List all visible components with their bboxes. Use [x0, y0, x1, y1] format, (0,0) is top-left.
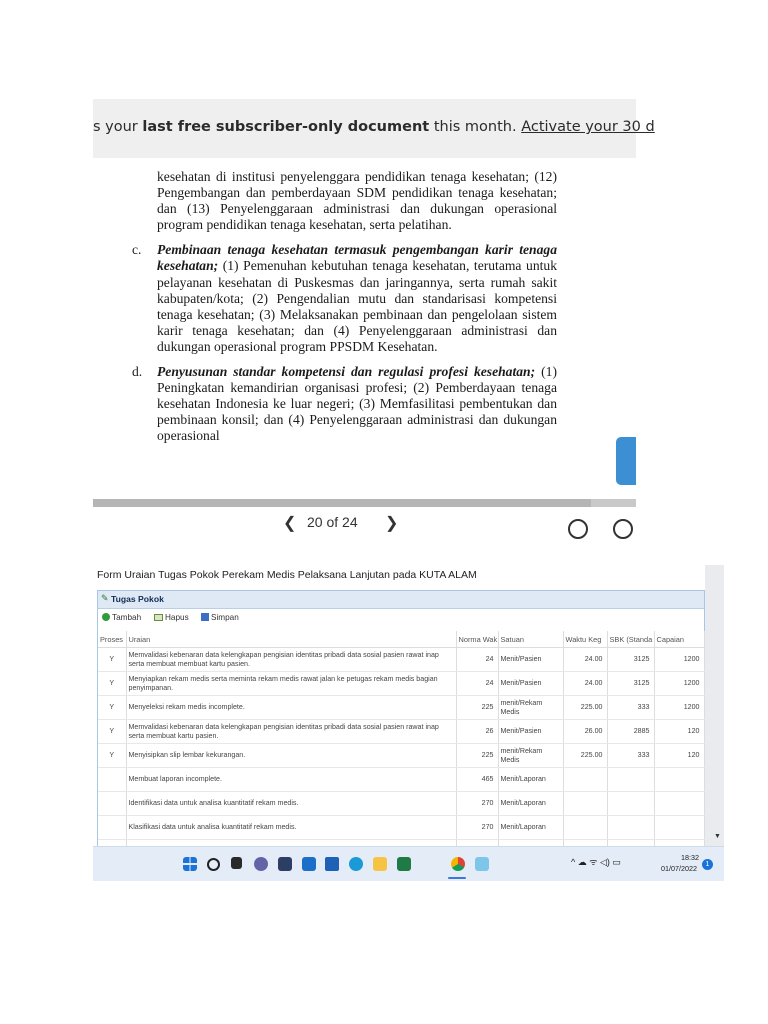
prev-page-icon[interactable]: ❮ — [283, 515, 297, 532]
cell-uraian[interactable]: Identifikasi data untuk analisa kuantitatif rekam medis. — [126, 792, 456, 816]
cell-capaian[interactable]: 120 — [654, 744, 704, 768]
activate-trial-link[interactable]: Activate your 30 d — [521, 119, 655, 135]
cell-satuan[interactable]: menit/Rekam Medis — [498, 696, 563, 720]
windows-taskbar — [93, 846, 724, 881]
notepad-icon[interactable] — [475, 857, 489, 871]
cell-satuan[interactable]: Menit/Laporan — [498, 816, 563, 840]
column-header-sbk[interactable]: SBK (Standa — [607, 631, 654, 648]
document-viewer-screenshot — [93, 99, 655, 532]
form-title: Form Uraian Tugas Pokok Perekam Medis Pelaksana Lanjutan pada KUTA ALAM — [97, 569, 477, 581]
table-row[interactable] — [98, 816, 704, 840]
list-marker-c: c. — [132, 242, 142, 258]
column-header-satuan[interactable]: Satuan — [498, 631, 563, 648]
search-icon[interactable] — [207, 858, 220, 871]
list-item-c-lead: Pembinaan tenaga kesehatan termasuk pengembangan karir tenaga kesehatan; — [157, 242, 557, 274]
banner-text-mid: this month. — [429, 119, 522, 135]
page-navigator — [93, 507, 636, 532]
cell-waktu[interactable]: 225.00 — [563, 696, 607, 720]
list-item-c — [132, 242, 557, 355]
cell-proses[interactable] — [98, 816, 126, 840]
cell-capaian[interactable] — [654, 816, 704, 840]
banner-text-pre: s your — [93, 119, 143, 135]
mail-icon[interactable] — [302, 857, 316, 871]
hapus-button[interactable] — [154, 613, 189, 622]
cell-uraian[interactable]: Memvalidasi kebenaran data kelengkapan pengisian identitas pribadi data sosial pasien rawat inap serta membuat kartu pasien. — [126, 720, 456, 744]
cell-proses[interactable]: Y — [98, 744, 126, 768]
learning-icon[interactable] — [325, 857, 339, 871]
tugas-pokok-table — [98, 631, 705, 864]
table-header-row — [98, 631, 704, 648]
cell-sbk[interactable]: 2885 — [607, 720, 654, 744]
cell-norma[interactable]: 24 — [456, 648, 498, 672]
cell-proses[interactable]: Y — [98, 672, 126, 696]
cell-proses[interactable]: Y — [98, 696, 126, 720]
cell-satuan[interactable]: Menit/Pasien — [498, 720, 563, 744]
next-page-icon[interactable]: ❯ — [385, 515, 399, 532]
panel-header — [98, 591, 704, 609]
side-feedback-tab[interactable] — [616, 437, 636, 485]
tambah-label: Tambah — [112, 613, 142, 622]
list-marker-d: d. — [132, 364, 143, 380]
cell-capaian[interactable]: 1200 — [654, 648, 704, 672]
edge-icon[interactable] — [349, 857, 363, 871]
cell-uraian[interactable]: Menyisipkan slip lembar kekurangan. — [126, 744, 456, 768]
list-item-d-lead: Penyusunan standar kompetensi dan regulasi profesi kesehatan; — [157, 364, 536, 380]
cell-norma[interactable]: 225 — [456, 696, 498, 720]
list-item-d — [132, 364, 557, 444]
cell-waktu[interactable] — [563, 768, 607, 792]
cell-norma[interactable]: 465 — [456, 768, 498, 792]
cell-capaian[interactable]: 1200 — [654, 672, 704, 696]
cell-waktu[interactable]: 24.00 — [563, 648, 607, 672]
pencil-icon: ✎ — [101, 593, 109, 603]
page-number-label: 20 of 24 — [307, 514, 358, 530]
cell-sbk[interactable]: 3125 — [607, 672, 654, 696]
cell-sbk[interactable]: 333 — [607, 744, 654, 768]
paragraph-top: kesehatan di institusi penyelenggara pendidikan tenaga kesehatan; (12) Pengembangan dan pemberdayaan SDM pendidikan tenaga kesehatan; dan (13) Penyelenggaraan administrasi dan dukungan operasional program pendidikan tenaga kesehatan, serta pelatihan. — [157, 169, 557, 233]
excel-icon[interactable] — [397, 857, 411, 871]
cell-waktu[interactable]: 225.00 — [563, 744, 607, 768]
chrome-icon[interactable] — [451, 857, 465, 871]
desktop-app-screenshot — [93, 565, 724, 880]
explorer-icon[interactable] — [373, 857, 387, 871]
cell-sbk[interactable] — [607, 768, 654, 792]
horizontal-scrollbar[interactable] — [93, 499, 636, 507]
subscriber-banner-text — [93, 119, 655, 135]
cell-capaian[interactable]: 120 — [654, 720, 704, 744]
cell-waktu[interactable]: 24.00 — [563, 672, 607, 696]
cell-norma[interactable]: 24 — [456, 672, 498, 696]
cell-norma[interactable]: 270 — [456, 816, 498, 840]
chat-icon[interactable] — [254, 857, 268, 871]
clock-time[interactable]: 18:32 — [681, 853, 699, 862]
cell-uraian[interactable]: Menyeleksi rekam medis incomplete. — [126, 696, 456, 720]
column-header-waktu[interactable]: Waktu Keg — [563, 631, 607, 648]
scrollbar-thumb[interactable] — [93, 499, 591, 507]
table-row[interactable] — [98, 744, 704, 768]
table-row[interactable] — [98, 720, 704, 744]
simpan-label: Simpan — [211, 613, 239, 622]
cell-proses[interactable] — [98, 768, 126, 792]
cell-sbk[interactable]: 333 — [607, 696, 654, 720]
cell-satuan[interactable]: Menit/Laporan — [498, 768, 563, 792]
cell-waktu[interactable] — [563, 792, 607, 816]
cell-satuan[interactable]: menit/Rekam Medis — [498, 744, 563, 768]
cell-norma[interactable]: 270 — [456, 792, 498, 816]
column-header-norma[interactable]: Norma Wak — [456, 631, 498, 648]
cell-norma[interactable]: 225 — [456, 744, 498, 768]
cell-proses[interactable]: Y — [98, 648, 126, 672]
zoom-out-icon[interactable] — [613, 519, 633, 539]
cell-satuan[interactable]: Menit/Pasien — [498, 648, 563, 672]
cell-satuan[interactable]: Menit/Pasien — [498, 672, 563, 696]
start-icon[interactable] — [183, 857, 197, 871]
cell-capaian[interactable] — [654, 792, 704, 816]
cell-uraian[interactable]: Memvalidasi kebenaran data kelengkapan pengisian identitas pribadi data sosial pasien rawat inap serta membuat membuat kartu pasien. — [126, 648, 456, 672]
add-icon — [102, 613, 110, 621]
table-row[interactable] — [98, 648, 704, 672]
hapus-label: Hapus — [165, 613, 189, 622]
store-icon[interactable] — [278, 857, 292, 871]
scroll-down-icon[interactable]: ▼ — [714, 833, 721, 840]
cell-norma[interactable]: 26 — [456, 720, 498, 744]
list-item-c-text: (1) Pemenuhan kebutuhan tenaga kesehatan, terutama untuk pelayanan kesehatan di Puskesmas dan jaringannya, serta rumah sakit kabupaten/kota; (2) Pengendalian mutu dan standarisasi kompetensi tenaga kesehatan; (3) Melaksanakan pembinaan dan pengelolaan sistem karir tenaga kesehatan; dan (4) Penyelenggaraan administrasi dan dukungan operasional program PPSDM Kesehatan. — [157, 258, 557, 354]
cell-uraian[interactable]: Menyiapkan rekam medis serta meminta rekam medis rawat jalan ke petugas rekam medis bagian penyimpanan. — [126, 672, 456, 696]
cell-waktu[interactable] — [563, 816, 607, 840]
table-row[interactable] — [98, 792, 704, 816]
clock-date[interactable]: 01/07/2022 — [661, 864, 697, 873]
cell-sbk[interactable] — [607, 816, 654, 840]
cell-proses[interactable]: Y — [98, 720, 126, 744]
table-row[interactable] — [98, 768, 704, 792]
cell-sbk[interactable] — [607, 792, 654, 816]
cell-sbk[interactable]: 3125 — [607, 648, 654, 672]
delete-icon — [154, 614, 163, 621]
table-row[interactable] — [98, 696, 704, 720]
list-item-d-text: (1) Peningkatan kemandirian organisasi profesi; (2) Pemberdayaan tenaga kesehatan Indonesia ke luar negeri; (3) Memfasilitasi pembentukan dan pembinaan konsil; dan (4) Penyelenggaraan administrasi dan dukungan operasional — [157, 364, 557, 444]
system-tray[interactable]: ^ ☁ ᯤ ◁) ▭ — [571, 857, 621, 867]
taskview-icon[interactable] — [231, 857, 242, 869]
save-icon — [201, 613, 209, 621]
panel-title: Tugas Pokok — [111, 594, 164, 604]
column-header-uraian[interactable]: Uraian — [126, 631, 456, 648]
grid-toolbar — [98, 609, 704, 629]
cell-uraian[interactable]: Klasifikasi data untuk analisa kuantitatif rekam medis. — [126, 816, 456, 840]
cell-capaian[interactable]: 1200 — [654, 696, 704, 720]
subscriber-banner — [93, 99, 655, 158]
cell-capaian[interactable] — [654, 768, 704, 792]
tugas-pokok-panel — [97, 590, 705, 850]
tambah-button[interactable] — [102, 613, 141, 622]
table-row[interactable] — [98, 672, 704, 696]
column-header-proses[interactable]: Proses — [98, 631, 126, 648]
active-app-indicator — [448, 877, 466, 879]
document-page-text — [132, 169, 557, 445]
cell-waktu[interactable]: 26.00 — [563, 720, 607, 744]
cell-uraian[interactable]: Membuat laporan incomplete. — [126, 768, 456, 792]
column-header-capaian[interactable]: Capaian — [654, 631, 704, 648]
cell-proses[interactable] — [98, 792, 126, 816]
cell-satuan[interactable]: Menit/Laporan — [498, 792, 563, 816]
simpan-button[interactable] — [201, 613, 239, 622]
notification-badge[interactable]: 1 — [702, 859, 713, 870]
zoom-in-icon[interactable] — [568, 519, 588, 539]
banner-text-bold: last free subscriber-only document — [142, 119, 430, 135]
